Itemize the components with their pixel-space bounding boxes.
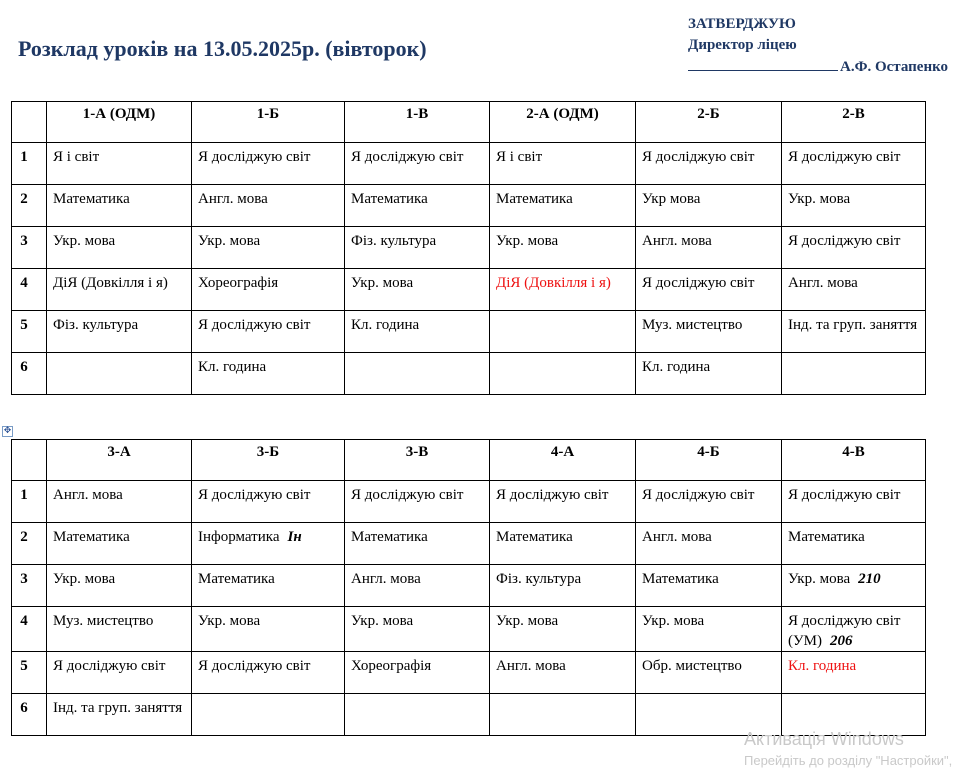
lesson-cell[interactable] (192, 523, 345, 565)
lesson-cell[interactable] (782, 353, 926, 395)
lesson-row (12, 269, 926, 311)
lesson-cell[interactable] (47, 481, 192, 523)
subject-text: Я досліджую світ (198, 487, 311, 503)
class-header-cell: 3-Б (192, 440, 345, 481)
lesson-cell[interactable] (47, 523, 192, 565)
lesson-cell[interactable] (47, 185, 192, 227)
lesson-number-cell: 4 (12, 607, 47, 652)
lesson-cell[interactable] (490, 652, 636, 694)
subject-text: Кл. година (642, 359, 711, 375)
subject-text: Укр. мова (198, 613, 261, 629)
lesson-cell[interactable] (782, 565, 926, 607)
lesson-cell[interactable] (192, 269, 345, 311)
lesson-cell[interactable] (636, 523, 782, 565)
lesson-cell[interactable] (192, 227, 345, 269)
subject-text: Я досліджую світ (53, 658, 166, 674)
lesson-cell[interactable] (192, 353, 345, 395)
lesson-cell[interactable] (192, 607, 345, 652)
room-label: Ін (287, 529, 302, 545)
subject-text: Укр. мова (788, 191, 851, 207)
subject-text: Я досліджую світ (788, 487, 901, 503)
lesson-cell[interactable] (192, 143, 345, 185)
subject-text: Укр. мова (788, 571, 851, 587)
table-move-handle-icon[interactable]: ✥ (3, 426, 12, 436)
lesson-cell[interactable] (47, 353, 192, 395)
subject-text: Я досліджую світ (496, 487, 609, 503)
subject-text: Інд. та груп. заняття (788, 317, 918, 333)
lesson-number-cell: 5 (12, 652, 47, 694)
subject-text: Я досліджую світ (198, 149, 311, 165)
lesson-row (12, 523, 926, 565)
subject-text: Хореографія (351, 658, 432, 674)
lesson-cell[interactable] (345, 227, 490, 269)
lesson-number-cell: 3 (12, 565, 47, 607)
class-header-cell: 3-А (47, 440, 192, 481)
lesson-cell[interactable] (490, 185, 636, 227)
subject-text: Я досліджую світ (198, 658, 311, 674)
lesson-cell[interactable] (782, 143, 926, 185)
subject-text: Укр. мова (198, 233, 261, 249)
lesson-cell[interactable] (345, 143, 490, 185)
lesson-row (12, 481, 926, 523)
lesson-row (12, 227, 926, 269)
subject-text: Кл. година (198, 359, 267, 375)
subject-text: Я досліджую світ (351, 487, 464, 503)
class-header-cell: 1-В (345, 102, 490, 143)
class-header-cell: 2-В (782, 102, 926, 143)
lesson-cell[interactable] (782, 652, 926, 694)
subject-text: Укр мова (642, 191, 701, 207)
lesson-number-cell: 5 (12, 311, 47, 353)
lesson-number-cell: 1 (12, 481, 47, 523)
subject-text: Інд. та груп. заняття (53, 700, 183, 716)
lesson-cell[interactable] (345, 652, 490, 694)
lesson-number-cell: 1 (12, 143, 47, 185)
lesson-cell[interactable] (192, 652, 345, 694)
subject-text: Укр. мова (53, 571, 116, 587)
lesson-row (12, 565, 926, 607)
subject-text: Математика (53, 191, 130, 207)
subject-text: Укр. мова (496, 613, 559, 629)
lesson-number-cell: 2 (12, 523, 47, 565)
class-header-cell: 3-В (345, 440, 490, 481)
class-header-cell: 4-Б (636, 440, 782, 481)
lesson-row (12, 311, 926, 353)
subject-text: Укр. мова (351, 275, 414, 291)
lesson-cell[interactable] (636, 143, 782, 185)
class-header-cell: 4-В (782, 440, 926, 481)
subject-text: Я і світ (496, 149, 543, 165)
subject-text: Укр. мова (351, 613, 414, 629)
approval-block (688, 14, 948, 78)
subject-text: Хореографія (198, 275, 279, 291)
windows-activation-hint: Перейдіть до розділу "Настройки", (744, 753, 953, 768)
lesson-cell[interactable] (636, 311, 782, 353)
lesson-cell[interactable] (782, 311, 926, 353)
class-header-cell: 2-А (ОДМ) (490, 102, 636, 143)
lesson-row (12, 185, 926, 227)
subject-text: Я досліджую світ (642, 487, 755, 503)
lesson-number-cell: 3 (12, 227, 47, 269)
lesson-cell[interactable] (490, 227, 636, 269)
subject-text: Я досліджую світ (788, 149, 901, 165)
subject-text: Інформатика (198, 529, 280, 545)
lesson-cell[interactable] (490, 481, 636, 523)
lesson-cell[interactable] (47, 607, 192, 652)
lesson-cell[interactable] (490, 143, 636, 185)
lesson-cell[interactable] (636, 607, 782, 652)
schedule-table-grades-1-2 (11, 101, 926, 395)
lesson-cell[interactable] (636, 565, 782, 607)
class-header-cell: 2-Б (636, 102, 782, 143)
lesson-cell[interactable] (490, 607, 636, 652)
class-header-cell: 1-А (ОДМ) (47, 102, 192, 143)
subject-text: Математика (351, 191, 428, 207)
lesson-cell[interactable] (192, 185, 345, 227)
lesson-cell[interactable] (345, 269, 490, 311)
subject-text: Я досліджую світ (198, 317, 311, 333)
class-header-cell: 1-Б (192, 102, 345, 143)
lesson-cell[interactable] (636, 269, 782, 311)
header-corner-cell (12, 440, 47, 481)
lesson-cell[interactable] (636, 185, 782, 227)
lesson-cell[interactable] (47, 227, 192, 269)
lesson-cell[interactable] (345, 353, 490, 395)
lesson-cell[interactable] (345, 694, 490, 736)
lesson-cell[interactable] (782, 481, 926, 523)
subject-text: ДіЯ (Довкілля і я) (496, 275, 611, 291)
approval-position: Директор ліцею (688, 37, 797, 53)
subject-text: Я досліджую світ (642, 275, 755, 291)
lesson-cell[interactable] (345, 185, 490, 227)
subject-text: Математика (496, 529, 573, 545)
lesson-number-cell: 6 (12, 694, 47, 736)
room-label: 210 (858, 571, 881, 587)
class-header-cell: 4-А (490, 440, 636, 481)
lesson-number-cell: 6 (12, 353, 47, 395)
header-row (12, 102, 926, 143)
lesson-cell[interactable] (345, 311, 490, 353)
lesson-cell[interactable] (782, 227, 926, 269)
header-corner-cell (12, 102, 47, 143)
lesson-cell[interactable] (47, 565, 192, 607)
lesson-cell[interactable] (490, 565, 636, 607)
subject-text: Англ. мова (53, 487, 123, 503)
lesson-cell[interactable] (47, 694, 192, 736)
room-label: 206 (829, 633, 853, 649)
lesson-cell[interactable] (636, 652, 782, 694)
lesson-cell[interactable] (782, 185, 926, 227)
subject-text: Математика (642, 571, 719, 587)
lesson-cell[interactable] (192, 694, 345, 736)
windows-activation-watermark: Активація Windows (744, 729, 904, 749)
lesson-cell[interactable] (345, 481, 490, 523)
lesson-cell[interactable] (345, 607, 490, 652)
subject-text: Укр. мова (496, 233, 559, 249)
lesson-number-cell: 2 (12, 185, 47, 227)
approval-signature (688, 56, 948, 78)
lesson-cell[interactable] (47, 311, 192, 353)
subject-text: Математика (351, 529, 428, 545)
lesson-row (12, 607, 926, 652)
subject-text: Обр. мистецтво (642, 658, 742, 674)
subject-text: Укр. мова (642, 613, 705, 629)
lesson-cell[interactable] (345, 565, 490, 607)
lesson-cell[interactable] (636, 227, 782, 269)
subject-text: Укр. мова (53, 233, 116, 249)
lesson-cell[interactable] (47, 143, 192, 185)
subject-text: Я досліджую світ (642, 149, 755, 165)
subject-text: Я досліджую світ (УМ) (788, 613, 901, 649)
lesson-cell[interactable] (192, 481, 345, 523)
lesson-cell[interactable] (782, 269, 926, 311)
subject-text: Англ. мова (496, 658, 566, 674)
subject-text: Математика (496, 191, 573, 207)
subject-text: Фіз. культура (351, 233, 437, 249)
lesson-row (12, 143, 926, 185)
page-title: Розклад уроків на 13.05.2025р. (вівторок) (18, 36, 427, 61)
subject-text: Англ. мова (351, 571, 421, 587)
lesson-cell[interactable] (47, 652, 192, 694)
subject-text: Англ. мова (642, 233, 712, 249)
lesson-cell[interactable] (490, 694, 636, 736)
lesson-cell[interactable] (490, 311, 636, 353)
lesson-cell[interactable] (490, 523, 636, 565)
subject-text: Я досліджую світ (788, 233, 901, 249)
approval-heading: ЗАТВЕРДЖУЮ (688, 16, 796, 32)
lesson-cell[interactable] (490, 353, 636, 395)
lesson-cell[interactable] (192, 311, 345, 353)
subject-text: Фіз. культура (53, 317, 139, 333)
subject-text: Кл. година (351, 317, 420, 333)
lesson-row (12, 353, 926, 395)
subject-text: Фіз. культура (496, 571, 582, 587)
schedule-table-grades-3-4 (11, 439, 926, 736)
subject-text: ДіЯ (Довкілля і я) (53, 275, 168, 291)
lesson-cell[interactable] (345, 523, 490, 565)
subject-text: Я і світ (53, 149, 100, 165)
lesson-cell[interactable] (636, 353, 782, 395)
subject-text: Математика (198, 571, 275, 587)
lesson-cell[interactable] (636, 481, 782, 523)
lesson-row (12, 652, 926, 694)
header-row (12, 440, 926, 481)
lesson-cell[interactable] (782, 523, 926, 565)
signature-line (688, 56, 838, 71)
signature-name: А.Ф. Остапенко (840, 59, 949, 75)
lesson-cell[interactable] (47, 269, 192, 311)
subject-text: Англ. мова (642, 529, 712, 545)
subject-text: Математика (53, 529, 130, 545)
subject-text: Муз. мистецтво (53, 613, 154, 629)
lesson-number-cell: 4 (12, 269, 47, 311)
subject-text: Я досліджую світ (351, 149, 464, 165)
subject-text: Муз. мистецтво (642, 317, 743, 333)
lesson-cell[interactable] (782, 607, 926, 652)
subject-text: Англ. мова (788, 275, 858, 291)
lesson-cell[interactable] (490, 269, 636, 311)
subject-text: Англ. мова (198, 191, 268, 207)
lesson-cell[interactable] (192, 565, 345, 607)
subject-text: Кл. година (788, 658, 857, 674)
subject-text: Математика (788, 529, 865, 545)
